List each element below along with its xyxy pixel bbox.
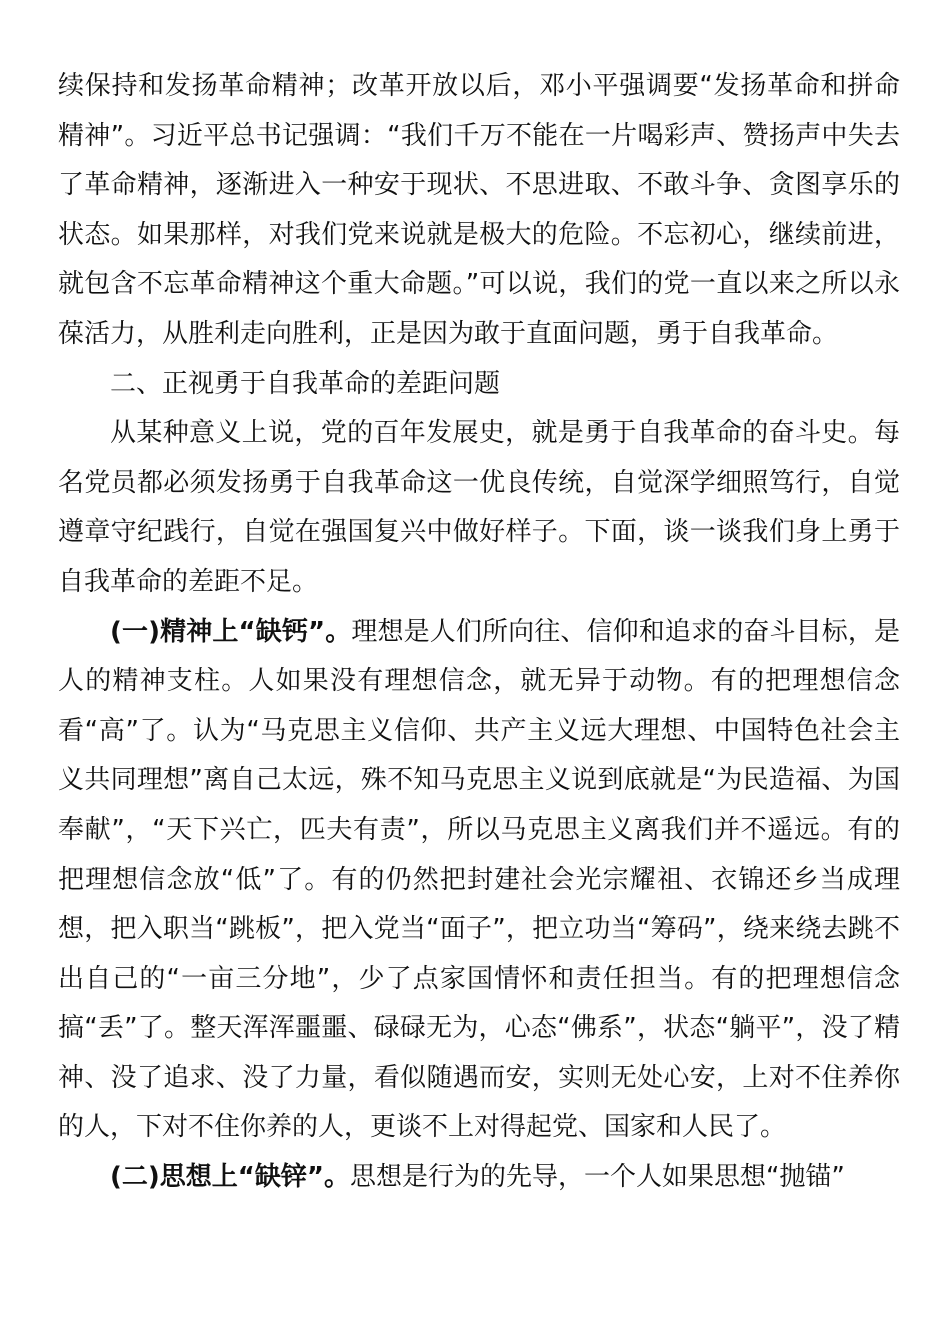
paragraph-spirit-calcium-body: 理想是人们所向往、信仰和追求的奋斗目标，是人的精神支柱。人如果没有理想信念，就无异于动物。有的把理想信念看“高”了。认为“马克思主义信仰、共产主义远大理想、中国特色社会主义共同理想”离自己太远，殊不知马克思主义说到底就是“为民造福、为国奉献”，“天下兴亡，匹夫有责”，所以马克思主义离我们并不遥远。有的把理想信念放“低”了。有的仍然把封建社会光宗耀祖、衣锦还乡当成理想，把入职当“跳板”，把入党当“面子”，把立功当“筹码”，绕来绕去跳不出自己的“一亩三分地”，少了点家国情怀和责任担当。有的把理想信念搞“丢”了。整天浑浑噩噩、碌碌无为，心态“佛系”，状态“躺平”，没了精神、没了追求、没了力量，看似随遇而安，实则无处心安，上对不住养你的人，下对不住你养的人，更谈不上对得起党、国家和人民了。 (58, 616, 900, 1143)
paragraph-thought-zinc-body: 思想是行为的先导，一个人如果思想“抛锚” (349, 1162, 845, 1193)
document-page (58, 62, 900, 1203)
section-heading-gap-problems: 二、正视勇于自我革命的差距问题 (110, 368, 501, 399)
subheading-thought-zinc: (二)思想上“缺锌”。 (110, 1162, 350, 1193)
paragraph-revolution-spirit: 续保持和发扬革命精神；改革开放以后，邓小平强调要“发扬革命和拼命精神”。习近平总书记强调：“我们千万不能在一片喝彩声、赞扬声中失去了革命精神，逐渐进入一种安于现状、不思进取、不敢斗争、贪图享乐的状态。如果那样，对我们党来说就是极大的危险。不忘初心，继续前进，就包含不忘革命精神这个重大命题。”可以说，我们的党一直以来之所以永葆活力，从胜利走向胜利，正是因为敢于直面问题，勇于自我革命。 (58, 71, 900, 349)
paragraph-spirit-calcium (58, 608, 900, 1154)
paragraph-thought-zinc (58, 1153, 900, 1203)
paragraph-intro-gaps: 从某种意义上说，党的百年发展史，就是勇于自我革命的奋斗史。每名党员都必须发扬勇于自我革命这一优良传统，自觉深学细照笃行，自觉遵章守纪践行，自觉在强国复兴中做好样子。下面，谈一谈我们身上勇于自我革命的差距不足。 (58, 418, 900, 597)
subheading-spirit-calcium: (一)精神上“缺钙”。 (110, 616, 352, 647)
